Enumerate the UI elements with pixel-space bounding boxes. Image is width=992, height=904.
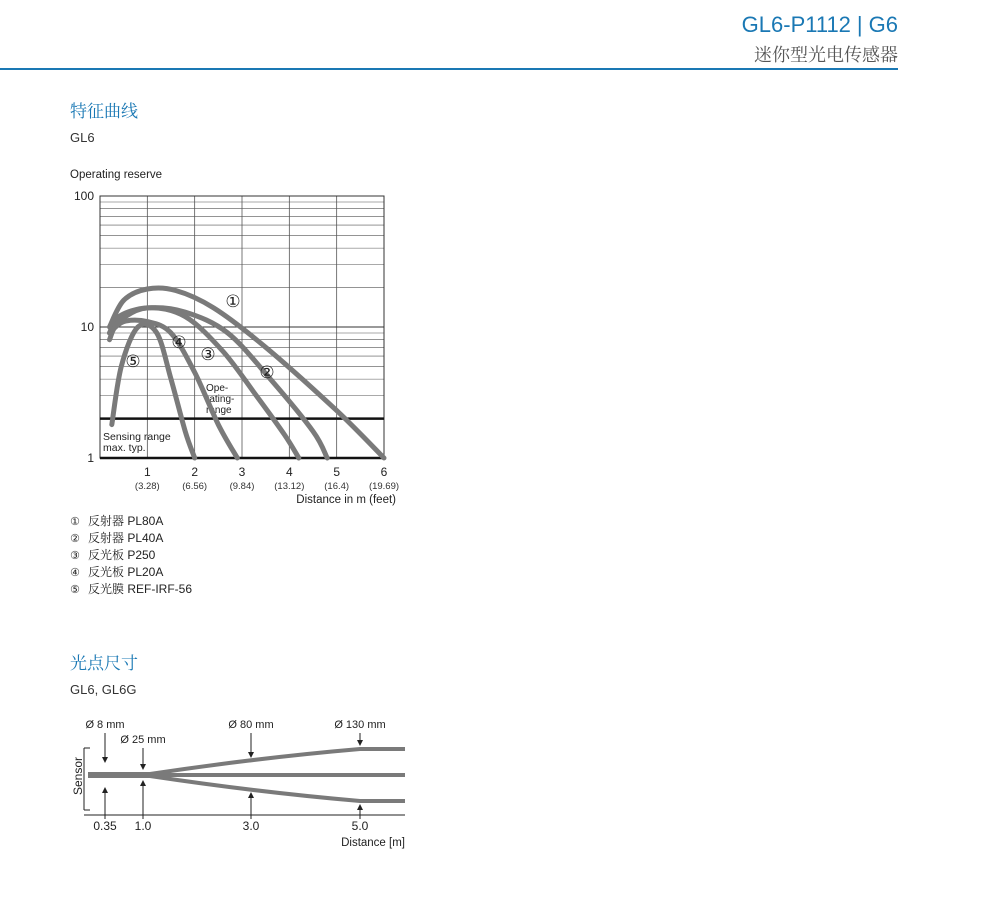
spot-diameter-label: Ø 130 mm xyxy=(334,719,386,731)
operating-reserve-chart xyxy=(60,185,420,510)
section-title-characteristic-curve: 特征曲线 xyxy=(70,102,138,122)
legend-text: 反射器 PL80A xyxy=(88,514,164,528)
distance-tick-label: 5.0 xyxy=(351,819,369,833)
y-tick-label: 1 xyxy=(87,451,94,465)
x-tick-label: 3 xyxy=(238,465,246,479)
x-tick-label: 1 xyxy=(143,465,151,479)
legend-number: ④ xyxy=(70,567,80,579)
x-tick-sublabel: (3.28) xyxy=(134,481,160,492)
distance-tick-label: 0.35 xyxy=(93,819,117,833)
operating-range-label: Ope- xyxy=(206,383,229,394)
x-tick-label: 4 xyxy=(285,465,293,479)
y-tick-label: 10 xyxy=(80,320,94,334)
legend-item xyxy=(70,530,192,547)
legend-text: 反射器 PL40A xyxy=(88,531,164,545)
spot-diameter-label: Ø 80 mm xyxy=(228,719,274,731)
sensor-label: Sensor xyxy=(71,756,85,795)
section2-device-label: GL6, GL6G xyxy=(70,682,137,697)
x-tick-sublabel: (9.84) xyxy=(229,481,255,492)
section-title-light-spot-size: 光点尺寸 xyxy=(70,654,138,674)
title-separator: | xyxy=(856,12,863,37)
spot-arrow-head xyxy=(357,740,363,746)
sensing-range-label: Sensing range xyxy=(103,431,171,443)
section-device-label: GL6 xyxy=(70,130,95,145)
x-tick-label: 5 xyxy=(333,465,341,479)
model-name: GL6-P1112 xyxy=(741,12,851,37)
legend-number: ③ xyxy=(70,550,80,562)
spot-diameter-label: Ø 25 mm xyxy=(120,734,166,746)
curve-marker-label: ① xyxy=(225,292,241,311)
spot-arrow-head xyxy=(248,792,254,798)
curve-marker-label: ④ xyxy=(171,333,187,352)
x-tick-sublabel: (13.12) xyxy=(274,481,305,492)
chart-legend xyxy=(70,513,192,598)
curve-marker-label: ② xyxy=(259,363,275,382)
x-tick-sublabel: (19.69) xyxy=(368,481,400,492)
operating-range-label: rating- xyxy=(206,394,235,405)
legend-text: 反光板 P250 xyxy=(88,548,156,562)
legend-text: 反光膜 REF-IRF-56 xyxy=(88,582,193,596)
beam-upper-line xyxy=(88,749,405,774)
spot-arrow-head xyxy=(248,752,254,758)
legend-item xyxy=(70,513,192,530)
document-title xyxy=(742,12,898,38)
spot-arrow-head xyxy=(357,804,363,810)
distance-tick-label: 3.0 xyxy=(242,819,260,833)
distance-axis-title: Distance [m] xyxy=(341,837,405,849)
spot-diameter-label: Ø 8 mm xyxy=(85,719,125,731)
spot-arrow-head xyxy=(102,757,108,763)
x-tick-sublabel: (16.4) xyxy=(324,481,350,492)
curve-marker-label: ③ xyxy=(200,345,216,364)
legend-number: ① xyxy=(70,516,80,528)
legend-number: ② xyxy=(70,533,80,545)
light-spot-diagram xyxy=(60,712,420,852)
operating-range-label: range xyxy=(206,405,232,416)
header-rule xyxy=(0,68,898,70)
curve-marker-label: ⑤ xyxy=(125,352,141,371)
sensing-range-label: max. typ. xyxy=(103,442,146,454)
spot-arrow-head xyxy=(140,780,146,786)
legend-item xyxy=(70,581,192,598)
x-tick-sublabel: (6.56) xyxy=(182,481,208,492)
x-tick-label: 6 xyxy=(380,465,388,479)
legend-text: 反光板 PL20A xyxy=(88,565,164,579)
product-family: G6 xyxy=(868,12,898,37)
legend-item xyxy=(70,547,192,564)
beam-lower-line xyxy=(88,776,405,801)
spot-arrow-head xyxy=(140,764,146,770)
distance-tick-label: 1.0 xyxy=(134,819,152,833)
spot-arrow-head xyxy=(102,787,108,793)
chart-y-axis-title: Operating reserve xyxy=(70,169,163,181)
document-subtitle: 迷你型光电传感器 xyxy=(754,45,898,66)
y-tick-label: 100 xyxy=(73,189,94,203)
legend-item xyxy=(70,564,192,581)
legend-number: ⑤ xyxy=(70,584,80,596)
x-tick-label: 2 xyxy=(191,465,199,479)
x-axis-title: Distance in m (feet) xyxy=(296,494,396,506)
